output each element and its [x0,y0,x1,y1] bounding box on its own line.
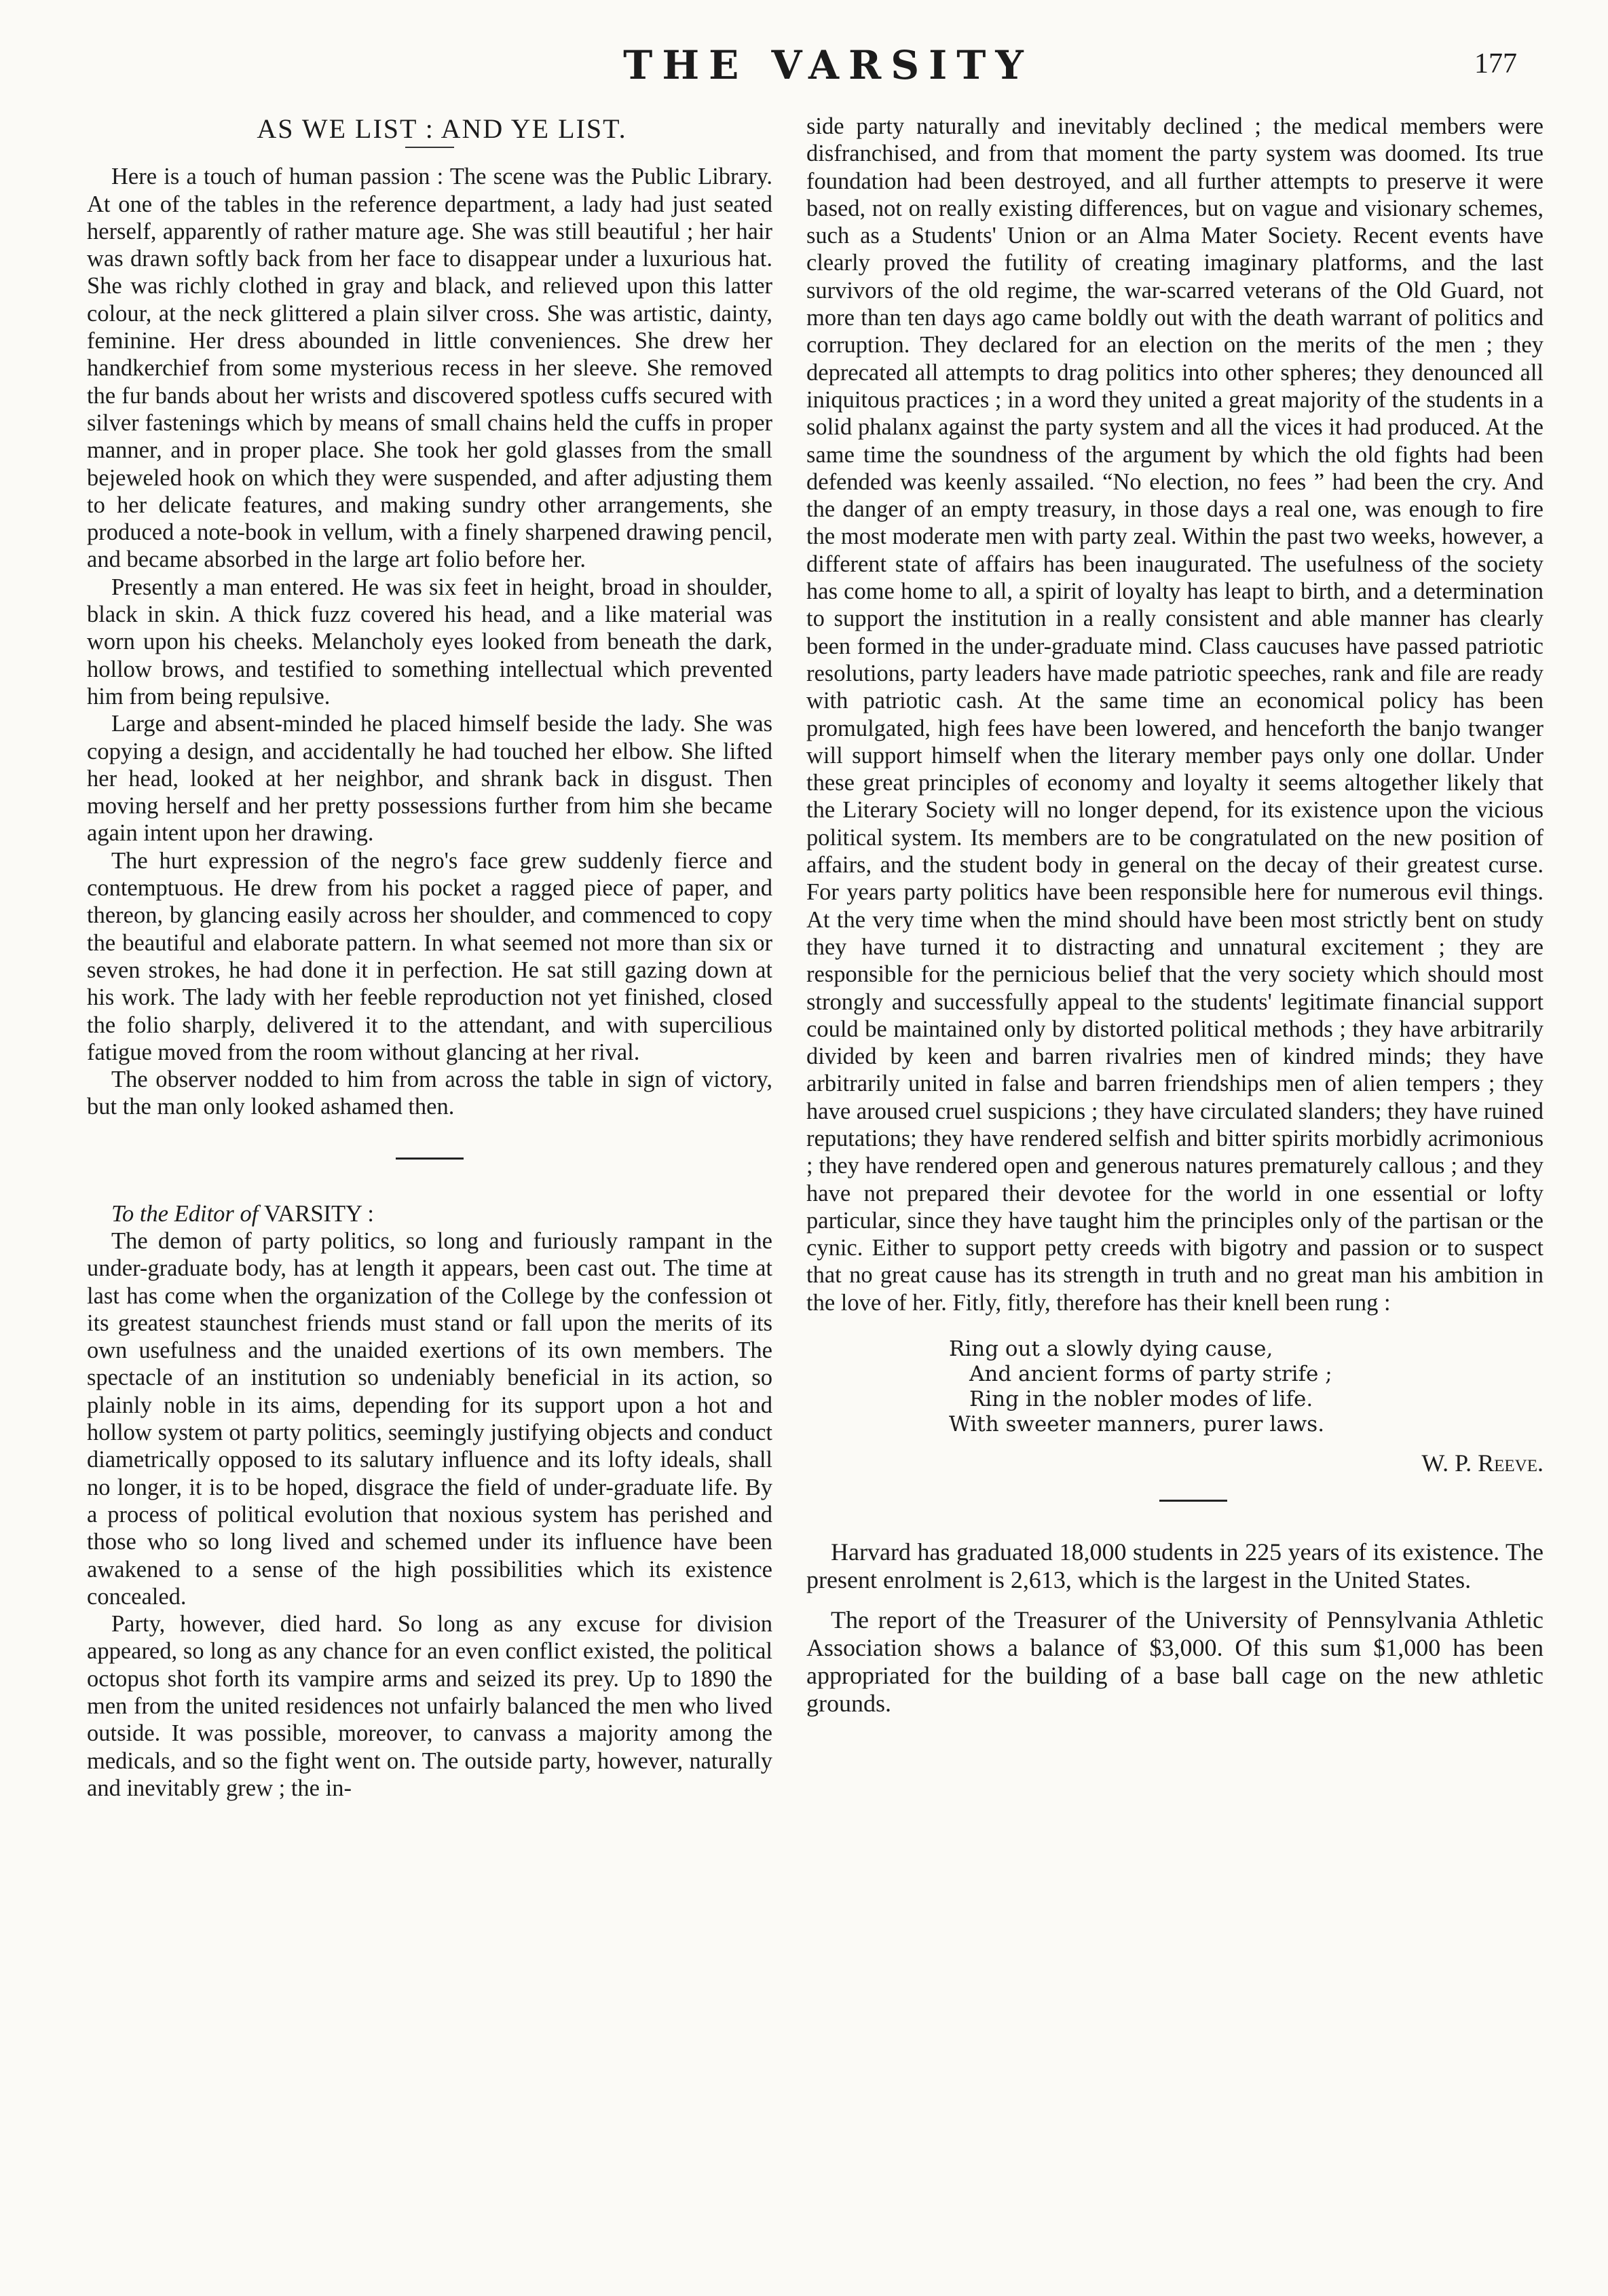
letter-paragraph: The demon of party politics, so long and furiously rampant in the under-graduate body, has at length it appears, been cast out. The time at last has come when the organization of the College by the confession ot its greatest staunchest friends must stand or fall upon the merits of its own usefulness and the unaided exertions of its own members. The spectacle of an institution so undeniably beneficial in its action, so plainly noble in its aims, depending for its support upon a hot and hollow system ot party politics, seemingly justifying objects and conduct diametrically opposed to its salutary influence and its lofty ideals, shall no longer, it is to be hoped, disgrace the field of under-graduate life. By a process of political evolution that noxious system has perished and those who so long lived and schemed under its influence have been awakened to a sense of the high possibilities which its existence concealed. [87,1227,772,1610]
letter-salutation [87,1200,772,1227]
salutation-text: To the Editor of [111,1200,259,1227]
article-paragraph: Presently a man entered. He was six feet in height, broad in shoulder, black in skin. A thick fuzz covered his head, and a like material was worn upon his cheeks. Melancholy eyes looked from beneath the dark, hollow brows, and testified to something intellectual which prevented him from being repulsive. [87,574,772,709]
news-note: Harvard has graduated 18,000 students in 225 years of its existence. The present enrolment is 2,613, which is the largest in the United States. [806,1538,1544,1594]
left-column [87,115,772,1802]
poem-stanza [949,1337,1544,1437]
news-note: The report of the Treasurer of the University of Pennsylvania Athletic Association shows a balance of $3,000. Of this sum $1,000 has been appropriated for the building of a base ball cage on the new athletic grounds. [806,1606,1544,1718]
letter-continuation: side party naturally and inevitably declined ; the medical members were disfranchised, and from that moment the party system was doomed. Its true foundation had been destroyed, and all further attempts to preserve it were based, not on really existing differences, but on vague and visionary schemes, such as a Students' Union or an Alma Mater Society. Recent events have clearly proved the futility of creating imaginary platforms, and the last survivors of the old regime, the war-scarred veterans of the Old Guard, not more than ten days ago came boldly out with the death warrant of politics and corruption. They declared for an election on the merits of the men ; they deprecated all attempts to drag politics into other spheres; they denounced all iniquitous practices ; in a word they united a great majority of the students in a solid phalanx against the party system and all the vices it had produced. At the same time the soundness of the argument by which the old fights had been defended was keenly assailed. “No election, no fees ” had been the cry. And the danger of an empty treasury, in those days a real one, was enough to fire the most moderate men with party zeal. Within the past two weeks, however, a different state of affairs has been inaugurated. The usefulness of the society has come home to all, a spirit of loyalty has leapt to birth, and a determination to support the institution in a really consistent and able manner has clearly been formed in the under-graduate mind. Class caucuses have passed patriotic resolutions, party leaders have made patriotic speeches, rank and file are ready with patriotic cash. At the same time an economical policy has been promulgated, high fees have been lowered, and henceforth the banjo twanger will support himself when the literary member pays only one dollar. Under these great principles of economy and loyalty it seems altogether likely that the Literary Society will no longer depend, for its existence upon the vicious political system. Its members are to be congratulated on the new position of affairs, and the student body in general on the decay of their greatest curse. For years party politics have been responsible here for numerous evil things. At the very time when the mind should have been most strictly bent on study they have turned it to distracting and unnatural excitement ; they are responsible for the pernicious belief that the very society which should most strongly and successfully appeal to the students' legitimate financial support could be maintained only by distorted political methods ; they have arbitrarily divided by keen and barren rivalries men of kindred minds; they have arbitrarily united in false and barren friendships men of alien tempers ; they have aroused cruel suspicions ; they have circulated slanders; they have ruined reputations; they have rendered selfish and bitter spirits morbidly acrimonious ; they have rendered open and generous natures prematurely callous ; and they have not prepared their devotee for the world in one essential or lofty particular, since they have taught him the principles only of the partisan or the cynic. Either to support petty creeds with bigotry and passion or to suspect that no great cause has its strength in truth and no great man his ambition in the love of her. Fitly, fitly, therefore has their knell been rung : [806,113,1544,1316]
article-paragraph: Large and absent-minded he placed himself beside the lady. She was copying a design, and accidentally he had touched her elbow. She lifted her head, looked at her neighbor, and shrank back in disgust. Then moving herself and her pretty possessions further from him she became again intent upon her drawing. [87,711,772,847]
poem-line: Ring in the nobler modes of life. [969,1387,1313,1412]
poem-line: Ring out a slowly dying cause, [949,1337,1273,1362]
article-heading: AS WE LIST : AND YE LIST. [257,113,627,144]
poem-line: And ancient forms of party strife ; [969,1362,1332,1387]
article-paragraph: The observer nodded to him from across the table in sign of victory, but the man only looked ashamed then. [87,1067,772,1120]
masthead [0,42,1608,96]
letter-paragraph: Party, however, died hard. So long as any excuse for division appeared, so long as any chance for an even conflict existed, the political octopus shot forth its vampire arms and seized its prey. Up to 1890 the men from the united residences not unfairly balanced the men who lived outside. It was possible, moreover, to canvass a majority among the medicals, and so the fight went on. The outside party, however, naturally and inevitably grew ; the in- [87,1611,772,1801]
letter-signature: W. P. Reeve. [1421,1449,1544,1477]
article-paragraph: Here is a touch of human passion : The scene was the Public Library. At one of the tables in the reference department, a lady had just seated herself, apparently of rather mature age. She was still beautiful ; her hair was drawn softly back from her face to disappear under a luxurious hat. She was richly clothed in gray and black, and relieved upon this latter colour, at the neck glittered a plain silver cross. She was artistic, dainty, feminine. Her dress abounded in little conveniences. She drew her handkerchief from some mysterious recess in her sleeve. She removed the fur bands about her wrists and discovered spotless cuffs secured with silver fastenings which by means of small chains held the cuffs in proper manner, and in proper place. She took her gold glasses from the small bejeweled hook on which they were suspended, and after adjusting them to her delicate features, and making sundry other arrangements, she produced a note-book in vellum, with a finely sharpened drawing pencil, and became absorbed in the large art folio before her. [87,164,772,573]
salutation-name: VARSITY : [263,1200,374,1227]
poem-line: With sweeter manners, purer laws. [949,1412,1325,1437]
right-column [806,113,1544,1730]
heading-rule [405,147,454,148]
section-divider [396,1158,464,1160]
masthead-title: THE VARSITY [623,42,1033,88]
section-divider [1159,1500,1227,1502]
article-paragraph: The hurt expression of the negro's face grew suddenly fierce and contemptuous. He drew from his pocket a ragged piece of paper, and thereon, by glancing easily across her shoulder, and commenced to copy the beautiful and elaborate pattern. In what seemed not more than six or seven strokes, he had done it in perfection. He sat still gazing down at his work. The lady with her feeble reproduction not yet finished, closed the folio sharply, delivered it to the attendant, and with supercilious fatigue moved from the room without glancing at her rival. [87,847,772,1065]
page-number: 177 [1474,48,1517,79]
